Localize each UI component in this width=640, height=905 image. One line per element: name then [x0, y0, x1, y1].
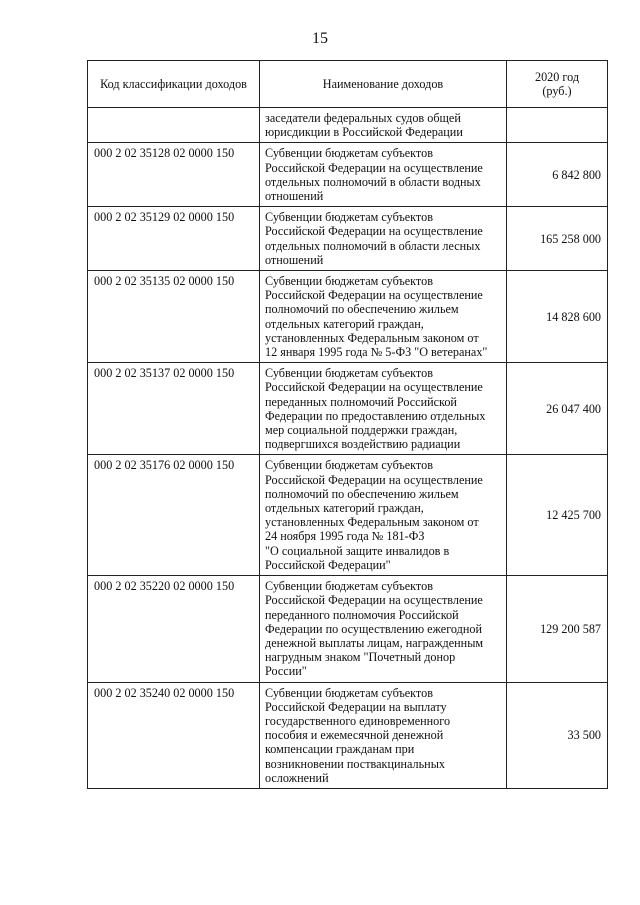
table-row [88, 576, 608, 682]
revenue-name-line: осложнений [265, 770, 329, 785]
revenue-name-line: установленных Федеральным законом от [265, 515, 479, 530]
revenue-name-line: Субвенции бюджетам субъектов [265, 366, 433, 381]
revenue-name-line: Субвенции бюджетам субъектов [265, 458, 433, 473]
revenue-name-line: России" [265, 664, 307, 679]
header-name: Наименование доходов [260, 61, 507, 108]
revenue-name-line: Субвенции бюджетам субъектов [265, 146, 433, 161]
revenue-name-line: Федерации по осуществлению ежегодной [265, 621, 482, 636]
revenue-name-line: пособия и ежемесячной денежной [265, 728, 444, 743]
revenue-code-cell [88, 108, 260, 143]
revenue-name-line: Федерации по предоставлению отдельных [265, 408, 486, 423]
revenue-name-line: полномочий по обеспечению жильем [265, 302, 459, 317]
header-amount-year: 2020 год [534, 69, 580, 84]
table-row [88, 455, 608, 576]
revenue-name-line: Российской Федерации на осуществление [265, 593, 483, 608]
revenue-name-line: денежной выплаты лицам, награжденным [265, 635, 484, 650]
revenue-name-line: переданных полномочий Российской [265, 394, 457, 409]
table-row [88, 271, 608, 363]
revenue-name-line: Субвенции бюджетам субъектов [265, 210, 433, 225]
revenue-name-line: юрисдикции в Российской Федерации [265, 125, 463, 140]
revenue-name-line: 24 ноября 1995 года № 181-ФЗ [265, 529, 425, 544]
revenue-name-line: возникновении поствакцинальных [265, 756, 445, 771]
revenue-amount-cell [507, 108, 608, 143]
revenue-amount-cell: 6 842 800 [507, 143, 608, 207]
revenue-name-line: мер социальной поддержки граждан, [265, 423, 458, 438]
revenue-name-line: 12 января 1995 года № 5-ФЗ "О ветеранах" [265, 345, 488, 360]
page-number: 15 [312, 30, 328, 47]
revenue-name-cell [260, 108, 507, 143]
header-amount [507, 61, 608, 108]
revenue-name-line: отдельных полномочий в области водных [265, 174, 481, 189]
table-row [88, 143, 608, 207]
revenue-name-cell [260, 143, 507, 207]
table-row [88, 682, 608, 788]
revenue-name-line: нагрудным знаком "Почетный донор [265, 650, 456, 665]
revenue-name-line: подвергшихся воздействию радиации [265, 437, 461, 452]
revenue-name-line: Российской Федерации" [265, 557, 391, 572]
revenue-amount-cell: 33 500 [507, 682, 608, 788]
table-row [88, 363, 608, 455]
revenue-name-line: Российской Федерации на выплату [265, 699, 447, 714]
revenue-name-line: установленных Федеральным законом от [265, 330, 479, 345]
table-row [88, 108, 608, 143]
revenue-name-line: заседатели федеральных судов общей [265, 111, 461, 125]
revenue-code-cell: 000 2 02 35129 02 0000 150 [88, 207, 260, 271]
revenue-amount-cell: 165 258 000 [507, 207, 608, 271]
table-row [88, 207, 608, 271]
header-code: Код классификации доходов [88, 61, 260, 108]
revenue-name-line: отношений [265, 252, 324, 267]
revenue-name-line: отдельных категорий граждан, [265, 501, 424, 516]
revenue-code-cell: 000 2 02 35135 02 0000 150 [88, 271, 260, 363]
revenue-name-cell [260, 455, 507, 576]
revenue-name-line: Российской Федерации на осуществление [265, 472, 483, 487]
revenue-name-cell [260, 363, 507, 455]
revenue-code-cell: 000 2 02 35220 02 0000 150 [88, 576, 260, 682]
revenue-name-line: "О социальной защите инвалидов в [265, 543, 450, 558]
revenue-name-line: отношений [265, 189, 324, 204]
revenue-name-line: компенсации гражданам при [265, 742, 415, 757]
revenue-code-cell: 000 2 02 35137 02 0000 150 [88, 363, 260, 455]
revenue-name-line: Российской Федерации на осуществление [265, 380, 483, 395]
revenue-name-line: отдельных категорий граждан, [265, 316, 424, 331]
revenue-code-cell: 000 2 02 35240 02 0000 150 [88, 682, 260, 788]
revenue-amount-cell: 26 047 400 [507, 363, 608, 455]
revenue-name-line: переданного полномочия Российской [265, 607, 459, 622]
revenue-amount-cell: 129 200 587 [507, 576, 608, 682]
revenue-name-line: Российской Федерации на осуществление [265, 288, 483, 303]
table-header-row [88, 61, 608, 108]
revenue-name-cell [260, 271, 507, 363]
revenue-name-line: отдельных полномочий в области лесных [265, 238, 481, 253]
revenue-name-line: Российской Федерации на осуществление [265, 160, 483, 175]
revenue-amount-cell: 12 425 700 [507, 455, 608, 576]
revenue-name-line: Субвенции бюджетам субъектов [265, 274, 433, 289]
revenue-name-line: Субвенции бюджетам субъектов [265, 579, 433, 594]
revenue-amount-cell: 14 828 600 [507, 271, 608, 363]
revenue-code-cell: 000 2 02 35128 02 0000 150 [88, 143, 260, 207]
revenue-name-line: Субвенции бюджетам субъектов [265, 685, 433, 700]
revenue-name-cell [260, 576, 507, 682]
revenue-name-line: Российской Федерации на осуществление [265, 224, 483, 239]
revenue-name-line: государственного единовременного [265, 713, 451, 728]
revenue-code-cell: 000 2 02 35176 02 0000 150 [88, 455, 260, 576]
revenue-name-cell [260, 207, 507, 271]
revenue-table [87, 60, 608, 789]
revenue-name-line: полномочий по обеспечению жильем [265, 486, 459, 501]
header-amount-unit: (руб.) [542, 84, 572, 98]
revenue-name-cell [260, 682, 507, 788]
